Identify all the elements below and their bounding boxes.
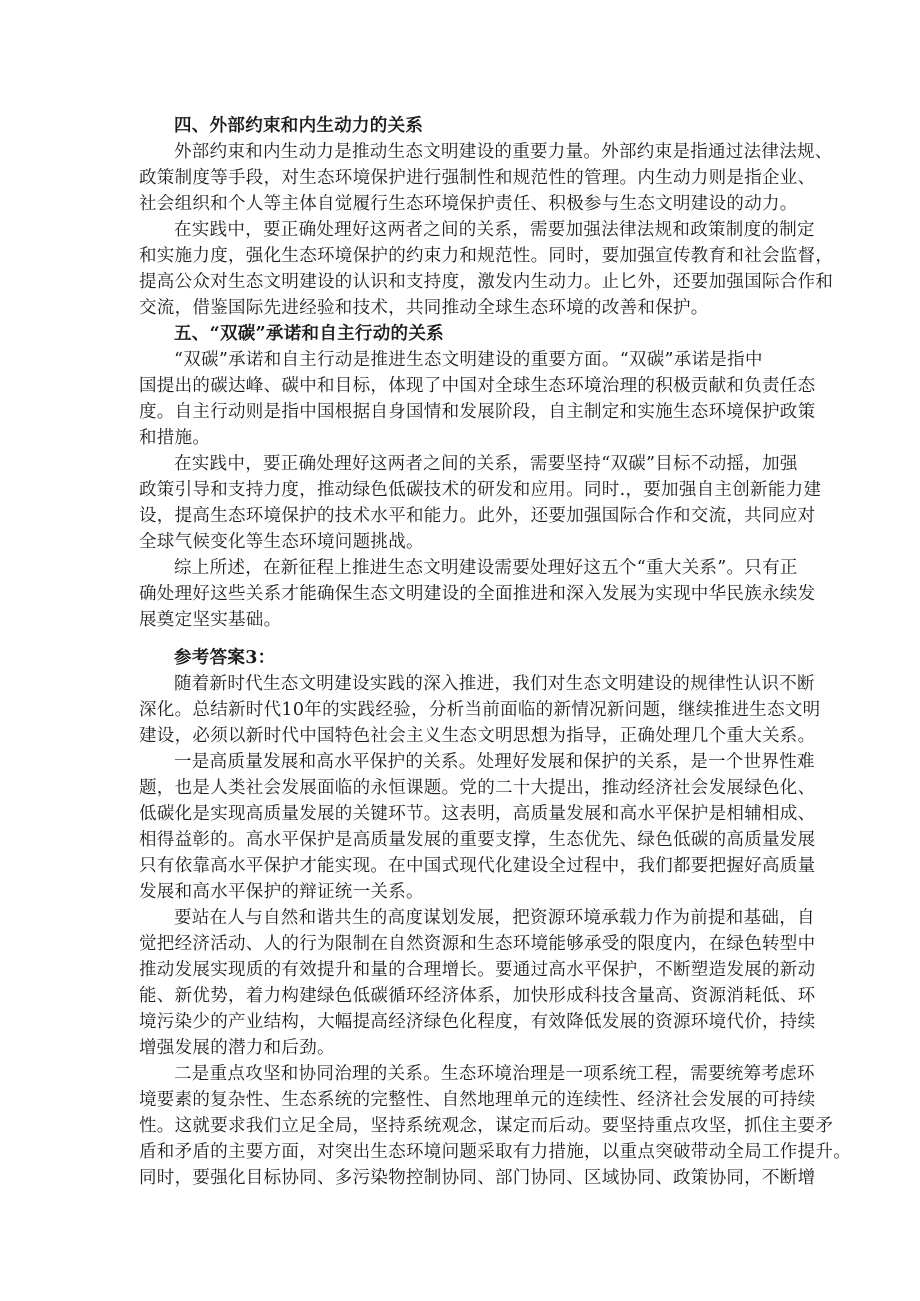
text-line: 建设，必须以新时代中国特色社会主义生态文明思想为指导，正确处理几个重大关系。 bbox=[139, 726, 816, 746]
text-line: 一是高质量发展和高水平保护的关系。处理好发展和保护的关系，是一个世界性难 bbox=[174, 752, 815, 772]
section-heading-5: 五、“双碳”承诺和自主行动的关系 bbox=[174, 324, 444, 344]
text-line: 在实践中，要正确处理好这两者之间的关系，需要加强法律法规和政策制度的制定 bbox=[174, 220, 815, 240]
text-line: 提高公众对生态文明建设的认识和支持度，激发内生动力。止匕外，还要加强国际合作和 bbox=[139, 272, 834, 292]
text-line: 二是重点攻坚和协同治理的关系。生态环境治理是一项系统工程，需要统筹考虑环 bbox=[174, 1064, 815, 1084]
text-line: 综上所述，在新征程上推进生态文明建设需要处理好这五个“重大关系”。只有正 bbox=[174, 558, 798, 578]
text-line: 要站在人与自然和谐共生的高度谋划发展，把资源环境承载力作为前提和基础，自 bbox=[174, 908, 815, 928]
text-line: 在实践中，要正确处理好这两者之间的关系，需要坚持“双碳”目标不动摇，加强 bbox=[174, 454, 798, 474]
text-line: 盾和矛盾的主要方面，对突出生态环境问题采取有力措施，以重点突破带动全局工作提升。 bbox=[139, 1142, 851, 1162]
text-line: 和措施。 bbox=[139, 428, 211, 448]
text-line: 度。自主行动则是指中国根据自身国情和发展阶段，自主制定和实施生态环境保护政策 bbox=[139, 402, 816, 422]
text-line: 设，提高生态环境保护的技术水平和能力。此外，还要加强国际合作和交流，共同应对 bbox=[139, 506, 816, 526]
section-heading-4: 四、外部约束和内生动力的关系 bbox=[174, 116, 424, 136]
text-line: 只有依靠高水平保护才能实现。在中国式现代化建设全过程中，我们都要把握好高质量 bbox=[139, 856, 816, 876]
text-line: 确处理好这些关系才能确保生态文明建设的全面推进和深入发展为实现中华民族永续发 bbox=[139, 584, 816, 604]
text-line: 交流，借鉴国际先进经验和技术，共同推动全球生态环境的改善和保护。 bbox=[139, 298, 709, 318]
text-line: 推动发展实现质的有效提升和量的合理增长。要通过高水平保护，不断塑造发展的新动 bbox=[139, 960, 816, 980]
text-line: 境污染少的产业结构，大幅提高经济绿色化程度，有效降低发展的资源环境代价，持续 bbox=[139, 1012, 816, 1032]
text-line: 同时，要强化目标协同、多污染物控制协同、部门协同、区域协同、政策协同，不断增 bbox=[139, 1168, 816, 1188]
answer-heading: 参考答案3： bbox=[174, 648, 276, 668]
text-line: 展奠定坚实基础。 bbox=[139, 610, 282, 630]
text-line: 觉把经济活动、人的行为限制在自然资源和生态环境能够承受的限度内，在绿色转型中 bbox=[139, 934, 816, 954]
text-line: 政策引导和支持力度，推动绿色低碳技术的研发和应用。同时.，要加强自主创新能力建 bbox=[139, 480, 822, 500]
text-line: 随着新时代生态文明建设实践的深入推进，我们对生态文明建设的规律性认识不断 bbox=[174, 674, 815, 694]
text-line: 全球气候变化等生态环境问题挑战。 bbox=[139, 532, 424, 552]
text-line: 增强发展的潜力和后劲。 bbox=[139, 1038, 335, 1058]
text-line: 社会组织和个人等主体自觉履行生态环境保护责任、积极参与生态文明建设的动力。 bbox=[139, 194, 798, 214]
text-line: 相得益彰的。高水平保护是高质量发展的重要支撑，生态优先、绿色低碳的高质量发展 bbox=[139, 830, 816, 850]
text-line: “双碳”承诺和自主行动是推进生态文明建设的重要方面。“双碳”承诺是指中 bbox=[174, 350, 763, 370]
text-line: 深化。总结新时代10年的实践经验，分析当前面临的新情况新问题，继续推进生态文明 bbox=[139, 700, 821, 720]
text-line: 国提出的碳达峰、碳中和目标，体现了中国对全球生态环境治理的积极贡献和负责任态 bbox=[139, 376, 816, 396]
text-line: 政策制度等手段，对生态环境保护进行强制性和规范性的管理。内生动力则是指企业、 bbox=[139, 168, 816, 188]
text-line: 低碳化是实现高质量发展的关键环节。这表明，高质量发展和高水平保护是相辅相成、 bbox=[139, 804, 816, 824]
text-line: 和实施力度，强化生态环境保护的约束力和规范性。同时，要加强宣传教育和社会监督， bbox=[139, 246, 834, 266]
text-line: 能、新优势，着力构建绿色低碳循环经济体系，加快形成科技含量高、资源消耗低、环 bbox=[139, 986, 816, 1006]
text-line: 发展和高水平保护的辩证统一关系。 bbox=[139, 882, 424, 902]
text-line: 外部约束和内生动力是推动生态文明建设的重要力量。外部约束是指通过法律法规、 bbox=[174, 142, 833, 162]
text-line: 境要素的复杂性、生态系统的完整性、自然地理单元的连续性、经济社会发展的可持续 bbox=[139, 1090, 816, 1110]
text-line: 性。这就要求我们立足全局，坚持系统观念，谋定而后动。要坚持重点攻坚，抓住主要矛 bbox=[139, 1116, 834, 1136]
text-line: 题，也是人类社会发展面临的永恒课题。党的二十大提出，推动经济社会发展绿色化、 bbox=[139, 778, 816, 798]
